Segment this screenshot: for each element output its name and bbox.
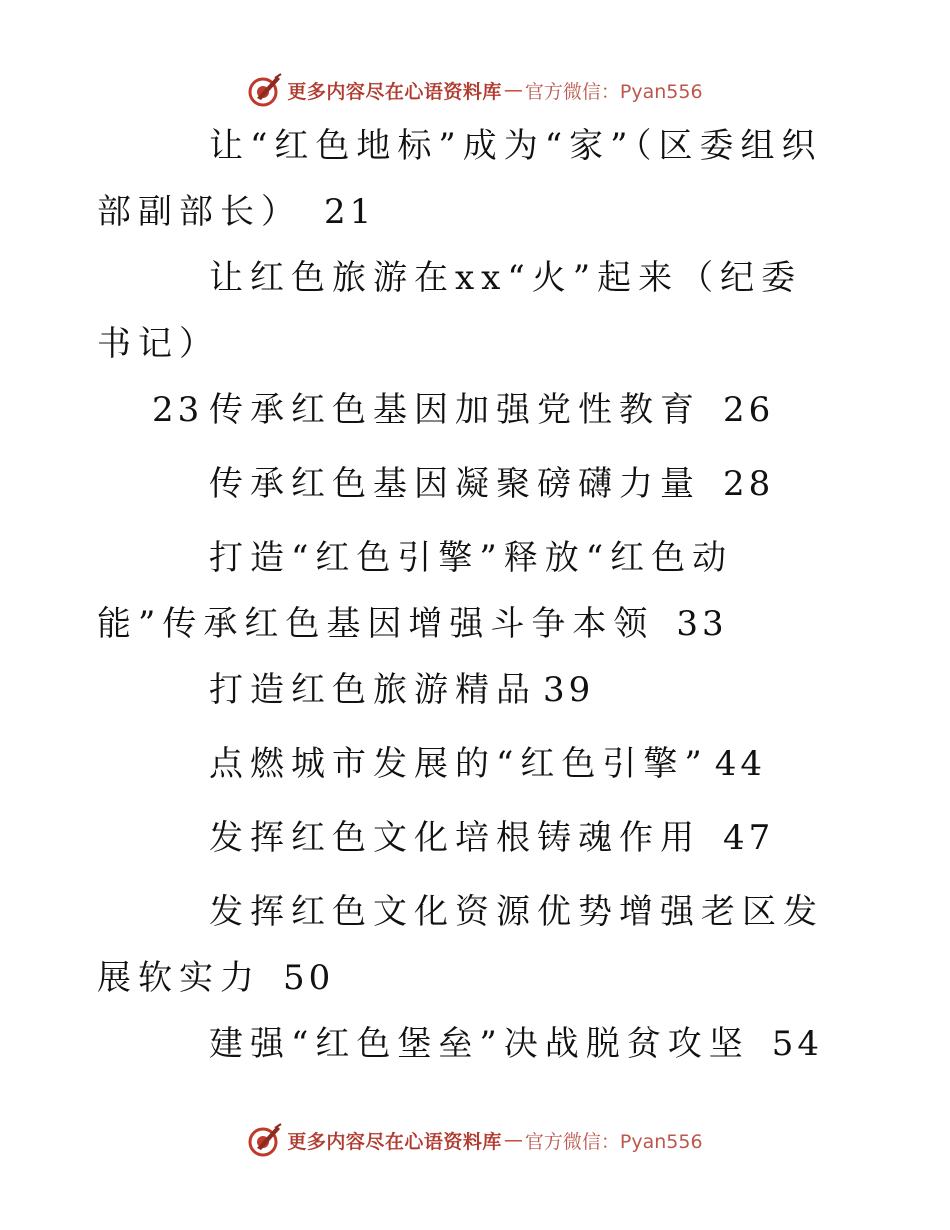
watermark-banner-bottom xyxy=(0,1120,950,1160)
toc-entry[interactable] xyxy=(97,879,825,1011)
toc-entry-page: 26 xyxy=(723,390,775,430)
toc-entry-page: 54 xyxy=(771,1024,824,1064)
toc-entry[interactable] xyxy=(97,731,825,797)
watermark-main-text: 更多内容尽在心语资料库 xyxy=(287,1130,502,1153)
watermark-main-text: 更多内容尽在心语资料库 xyxy=(287,80,502,103)
toc-entry-title: 发挥红色文化资源优势增强老区发展软实力 xyxy=(97,892,824,998)
toc-entry[interactable] xyxy=(97,113,825,245)
toc-entry[interactable] xyxy=(97,657,825,723)
toc-entry-page: 47 xyxy=(723,818,775,858)
watermark-wechat-text: 官方微信：Pyan556 xyxy=(524,1130,703,1153)
toc-entry-page: 21 xyxy=(324,192,376,232)
toc-entry[interactable] xyxy=(97,451,825,517)
toc-entry-title: 发挥红色文化培根铸魂作用 xyxy=(209,818,701,858)
quill-logo-icon xyxy=(247,72,283,108)
toc-entry-page: 50 xyxy=(283,958,335,998)
watermark-banner-top xyxy=(0,70,950,110)
toc-entry-title: 让“红色地标”成为“家”（区委组织部副部长） xyxy=(97,126,823,232)
toc-entry-page: 33 xyxy=(676,604,728,644)
toc-entry-title: 点燃城市发展的“红色引擎” xyxy=(209,744,709,784)
watermark-dash: — xyxy=(503,1129,523,1151)
toc-entry-title: 打造红色旅游精品 xyxy=(209,670,537,710)
toc-entry[interactable] xyxy=(97,377,825,443)
toc-entry-page: 44 xyxy=(714,744,767,784)
watermark-dash: — xyxy=(503,79,523,101)
toc-entry-page: 28 xyxy=(723,464,775,504)
toc-entry-title: 传承红色基因凝聚磅礴力量 xyxy=(209,464,701,504)
quill-logo-icon xyxy=(247,1122,283,1158)
toc-entry-title: 让红色旅游在xx“火”起来（纪委书记） xyxy=(97,258,803,364)
toc-entry-title: 打造“红色引擎”释放“红色动能”传承红色基因增强斗争本领 xyxy=(97,538,734,644)
watermark-wechat-text: 官方微信：Pyan556 xyxy=(524,80,703,103)
toc-entry[interactable] xyxy=(97,1011,825,1077)
toc-entry-page: 23 xyxy=(152,390,204,430)
toc-entry-title: 建强“红色堡垒”决战脱贫攻坚 xyxy=(209,1024,750,1064)
toc-entry[interactable] xyxy=(97,805,825,871)
toc-entry[interactable] xyxy=(97,525,825,657)
toc-entry-title: 传承红色基因加强党性教育 xyxy=(209,390,701,430)
toc-entry-page: 39 xyxy=(543,670,595,710)
